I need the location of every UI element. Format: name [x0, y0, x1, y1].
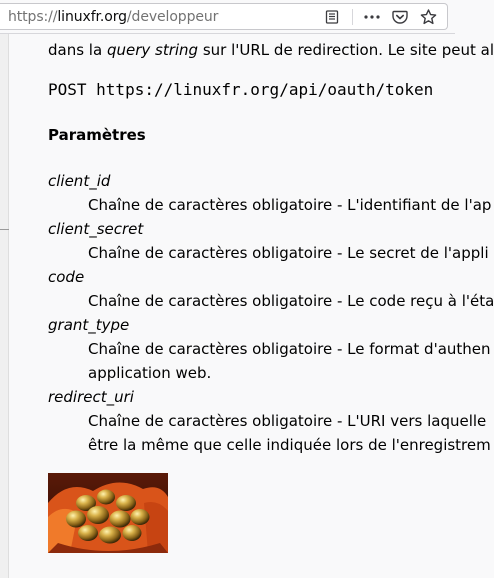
param-name: code — [48, 268, 85, 286]
param-name: client_secret — [48, 220, 144, 238]
url-path: /developpeur — [126, 9, 219, 25]
url-text[interactable] — [8, 9, 218, 25]
param-description: Chaîne de caractères obligatoire - Le format d'authen — [88, 340, 491, 358]
param-description: Chaîne de caractères obligatoire - Le code reçu à l'éta — [88, 292, 494, 310]
easter-eggs-photo — [48, 473, 168, 553]
page-left-gutter — [0, 34, 9, 578]
param-name: redirect_uri — [48, 388, 134, 406]
param-description-continued: application web. — [88, 364, 212, 382]
gutter-divider — [0, 229, 9, 230]
doc-content — [48, 34, 494, 578]
more-actions-icon[interactable] — [363, 8, 381, 26]
param-name: client_id — [48, 172, 111, 190]
endpoint-code: POST https://linuxfr.org/api/oauth/token — [48, 80, 434, 99]
pocket-icon[interactable] — [391, 8, 409, 26]
param-description: Chaîne de caractères obligatoire - L'identifiant de l'ap — [88, 196, 492, 214]
intro-paragraph — [48, 40, 494, 60]
url-host: linuxfr.org — [57, 9, 127, 25]
intro-text-start: dans la — [48, 41, 107, 59]
param-description: Chaîne de caractères obligatoire - Le secret de l'appli — [88, 244, 489, 262]
url-scheme: https:// — [8, 9, 58, 25]
urlbar-separator — [352, 9, 353, 25]
reader-view-icon[interactable] — [323, 8, 341, 26]
param-description: Chaîne de caractères obligatoire - L'URI vers laquelle — [88, 412, 487, 430]
intro-text-end: sur l'URL de redirection. Le site peut al — [198, 41, 494, 59]
bookmark-star-icon[interactable] — [419, 8, 437, 26]
address-bar[interactable] — [0, 3, 448, 30]
param-description-continued: être la même que celle indiquée lors de l'enregistrem — [88, 436, 491, 454]
browser-toolbar — [0, 0, 455, 34]
param-name: grant_type — [48, 316, 130, 334]
intro-emphasis: query string — [106, 41, 199, 59]
params-heading: Paramètres — [48, 126, 146, 144]
